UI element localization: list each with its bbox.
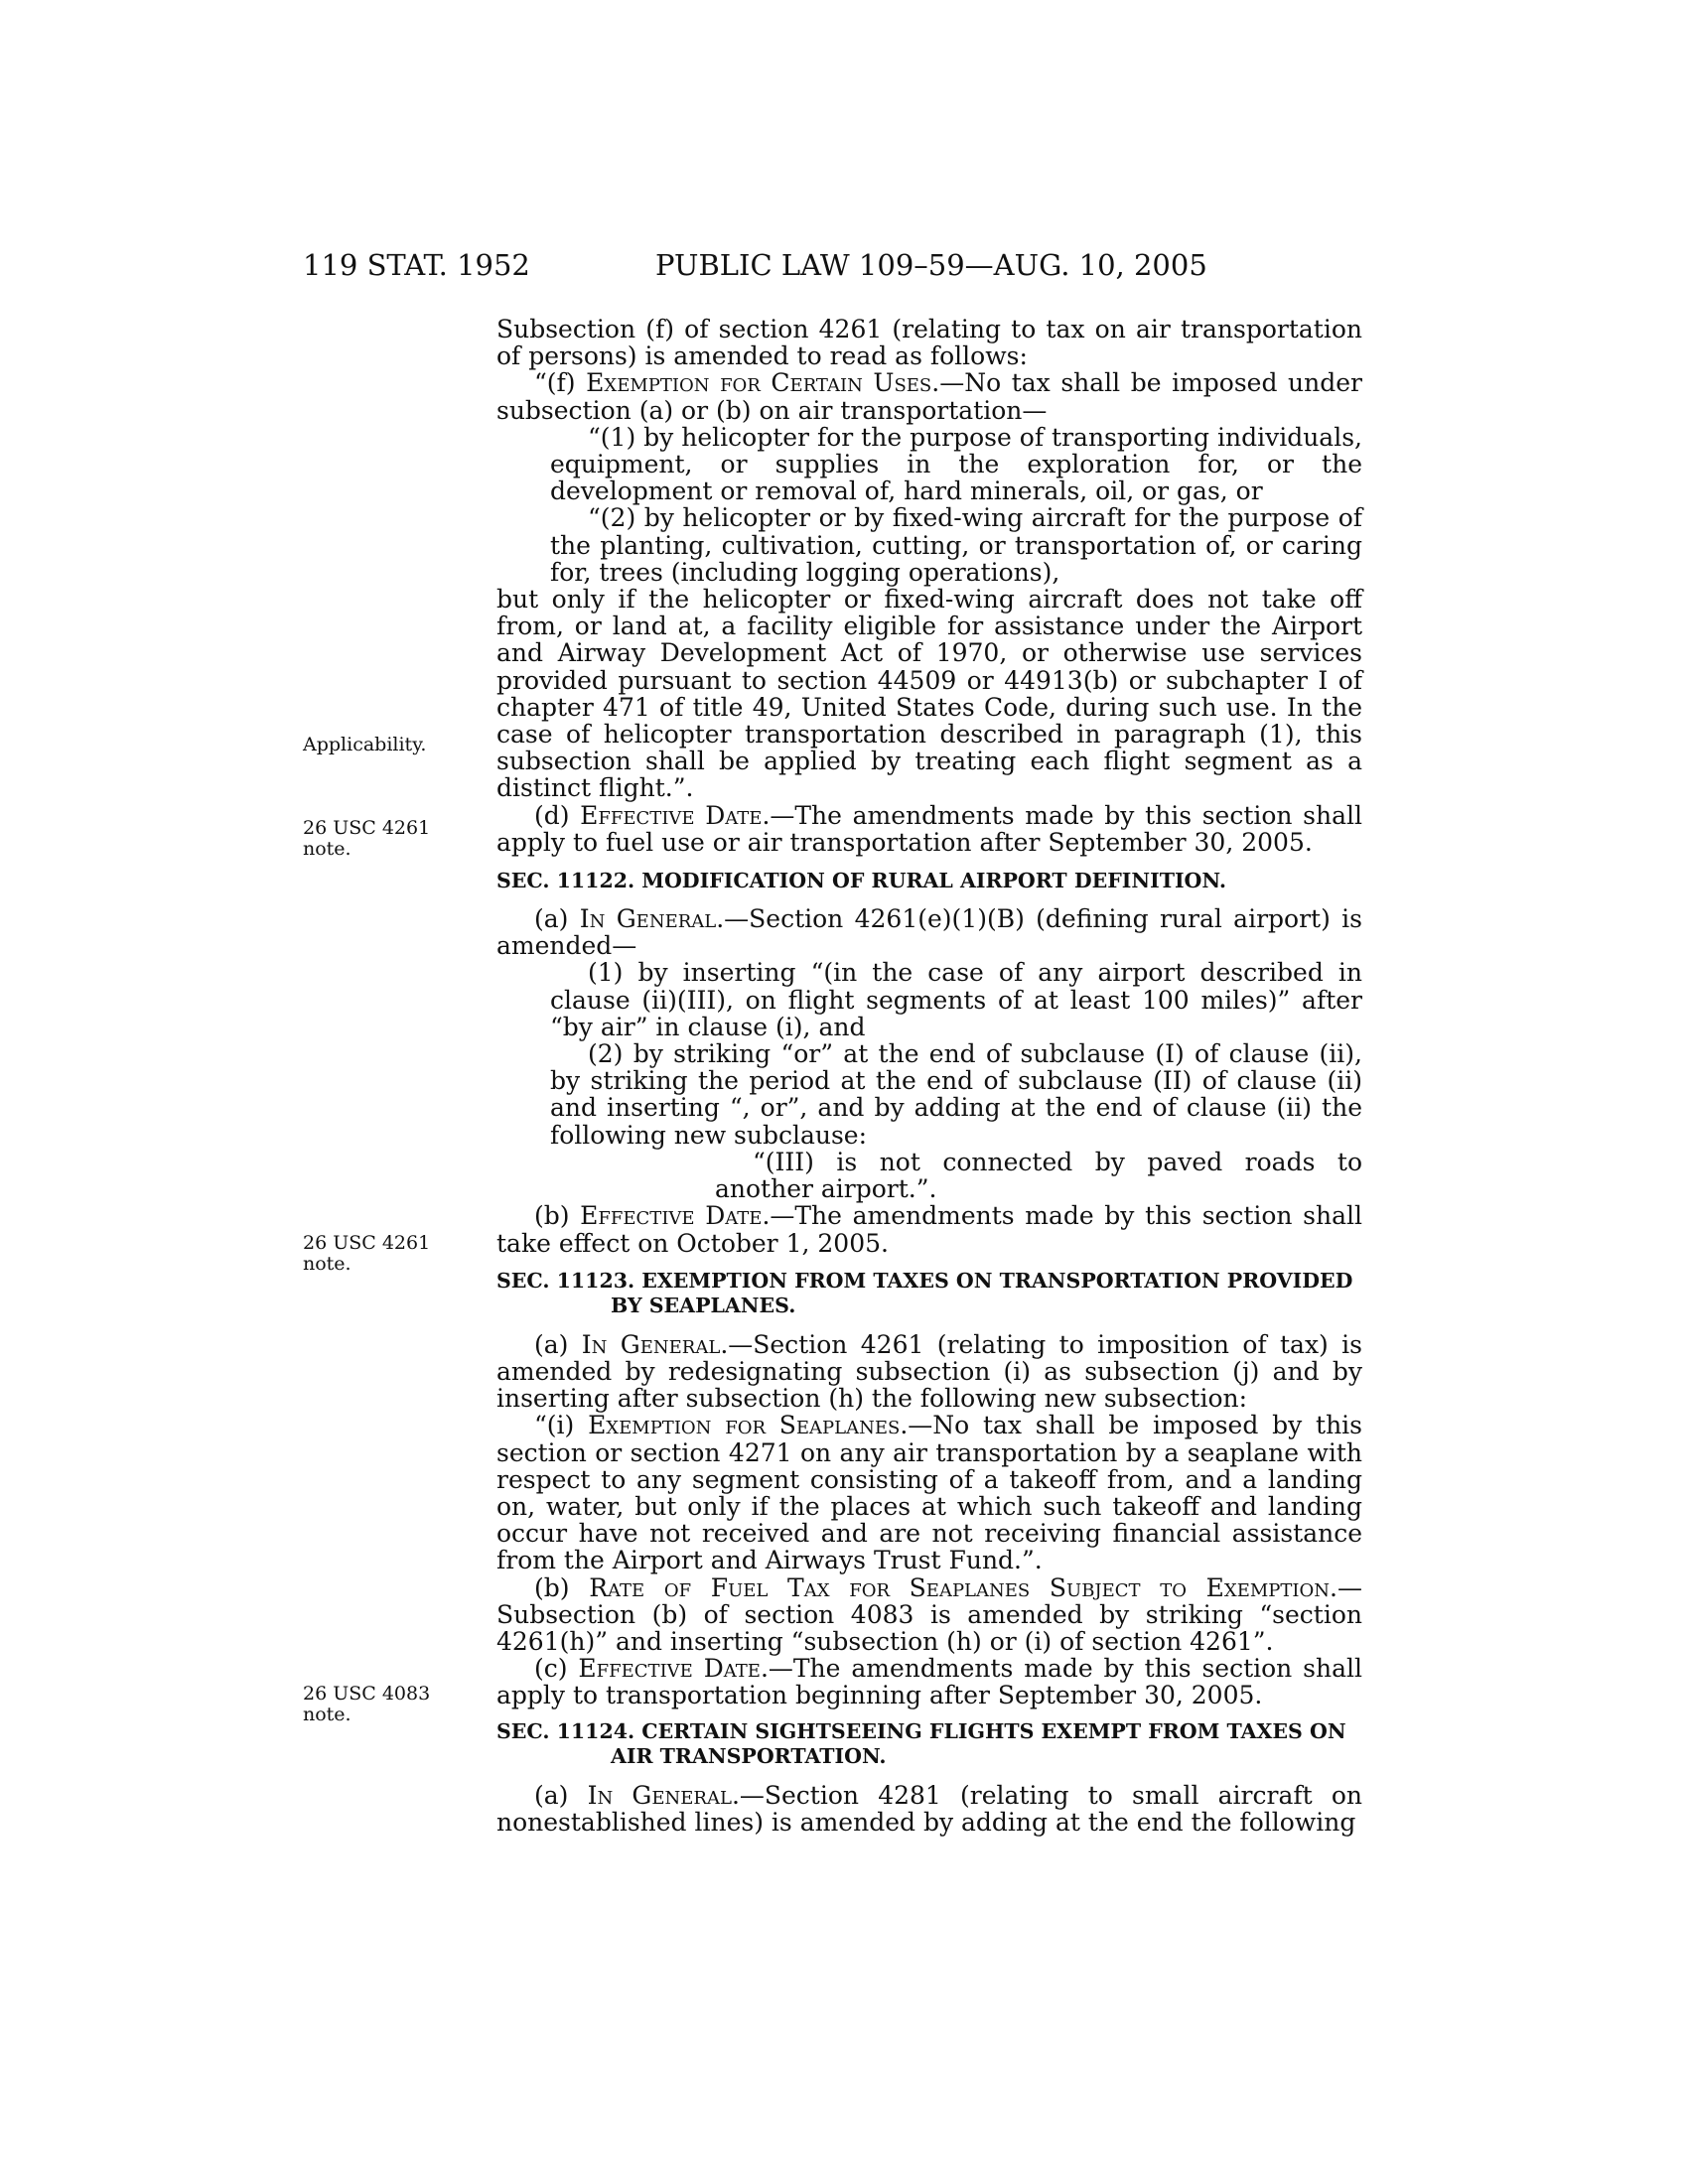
statute-body: [496, 316, 1362, 1836]
paragraph: “(III) is not connected by paved roads to another airport.”.: [715, 1147, 1362, 1204]
public-law-title: PUBLIC LAW 109–59—AUG. 10, 2005: [655, 248, 1207, 282]
subsection-heading: In General: [581, 1329, 721, 1359]
page-number: 119 STAT. 1952: [303, 248, 530, 282]
subsection-heading: Exemption for Seaplanes: [588, 1411, 901, 1440]
subsection-heading: Effective Date: [578, 1654, 761, 1684]
margin-note-citation: 26 USC 4261 note.: [303, 1232, 431, 1275]
paragraph: (c) Effective Date.—The amendments made by this section shall apply to transportation beginning after September 30, 2005.: [496, 1654, 1363, 1710]
paragraph: (a) In General.—Section 4261(e)(1)(B) (defining rural airport) is amended—: [496, 904, 1362, 961]
subsection-heading: Exemption for Certain Uses: [586, 368, 932, 398]
paragraph: (b) Effective Date.—The amendments made by this section shall take effect on October 1, 2005.: [496, 1201, 1363, 1258]
subsection-heading: In General: [579, 904, 717, 934]
margin-note-citation: 26 USC 4261 note.: [303, 817, 431, 860]
section-heading: SEC. 11122. MODIFICATION OF RURAL AIRPORT DEFINITION.: [496, 869, 1226, 893]
paragraph: Subsection (f) of section 4261 (relating to tax on air transportation of persons) is amended to read as follows:: [496, 315, 1362, 371]
paragraph: (2) by striking “or” at the end of subclause (I) of clause (ii), by striking the period at the end of subclause (II) of clause (ii) and inserting “, or”, and by adding at the end of clause (ii) the following new subclause:: [550, 1039, 1362, 1150]
paragraph: (1) by inserting “(in the case of any airport described in clause (ii)(III), on flight segments of at least 100 miles)” after “by air” in clause (i), and: [550, 958, 1362, 1041]
subsection-heading: In General: [587, 1780, 732, 1810]
margin-note-applicability: Applicability.: [303, 734, 427, 755]
paragraph: (d) Effective Date.—The amendments made by this section shall apply to fuel use or air transportation after September 30, 2005.: [496, 800, 1363, 857]
paragraph: “(f) Exemption for Certain Uses.—No tax shall be imposed under subsection (a) or (b) on air transportation—: [496, 368, 1362, 425]
subsection-heading: Effective Date: [580, 800, 763, 830]
section-heading: SEC. 11123. EXEMPTION FROM TAXES ON TRANSPORTATION PROVIDED BY SEAPLANES.: [496, 1268, 1353, 1317]
paragraph: (a) In General.—Section 4261 (relating to imposition of tax) is amended by redesignating subsection (i) as subsection (j) and by inserting after subsection (h) the following new subsection:: [496, 1329, 1363, 1414]
paragraph: “(2) by helicopter or by fixed-wing aircraft for the purpose of the planting, cultivation, cutting, or transportation of, or caring for, trees (including logging operations),: [550, 503, 1362, 587]
paragraph: (b) Rate of Fuel Tax for Seaplanes Subject to Exemption.—Subsection (b) of section 4083 is amended by striking “section 4261(h)” and inserting “subsection (h) or (i) of section 4261”.: [496, 1572, 1362, 1656]
paragraph: (a) In General.—Section 4281 (relating to small aircraft on nonestablished lines) is amended by adding at the end the following: [496, 1780, 1363, 1837]
paragraph: but only if the helicopter or fixed-wing aircraft does not take off from, or land at, a facility eligible for assistance under the Airport and Airway Development Act of 1970, or otherwise use services provided pursuant to section 44509 or 44913(b) or subchapter I of chapter 471 of title 49, United States Code, during such use. In the case of helicopter transportation described in paragraph (1), this subsection shall be applied by treating each flight segment as a distinct flight.”.: [496, 585, 1362, 803]
page-header: [303, 248, 1365, 288]
subsection-heading: Rate of Fuel Tax for Seaplanes Subject to Exemption: [589, 1572, 1331, 1602]
section-heading: SEC. 11124. CERTAIN SIGHTSEEING FLIGHTS EXEMPT FROM TAXES ON AIR TRANSPORTATION.: [496, 1718, 1346, 1768]
margin-note-citation: 26 USC 4083 note.: [303, 1683, 431, 1725]
paragraph: “(1) by helicopter for the purpose of transporting individuals, equipment, or supplies in the exploration for, or the development or removal of, hard minerals, oil, or gas, or: [550, 422, 1362, 506]
paragraph: “(i) Exemption for Seaplanes.—No tax shall be imposed by this section or section 4271 on any air transportation by a seaplane with respect to any segment consisting of a takeoff from, and a landing on, water, but only if the places at which such takeoff and landing occur have not received and are not receiving financial assistance from the Airport and Airways Trust Fund.”.: [496, 1411, 1362, 1575]
subsection-heading: Effective Date: [580, 1201, 763, 1231]
